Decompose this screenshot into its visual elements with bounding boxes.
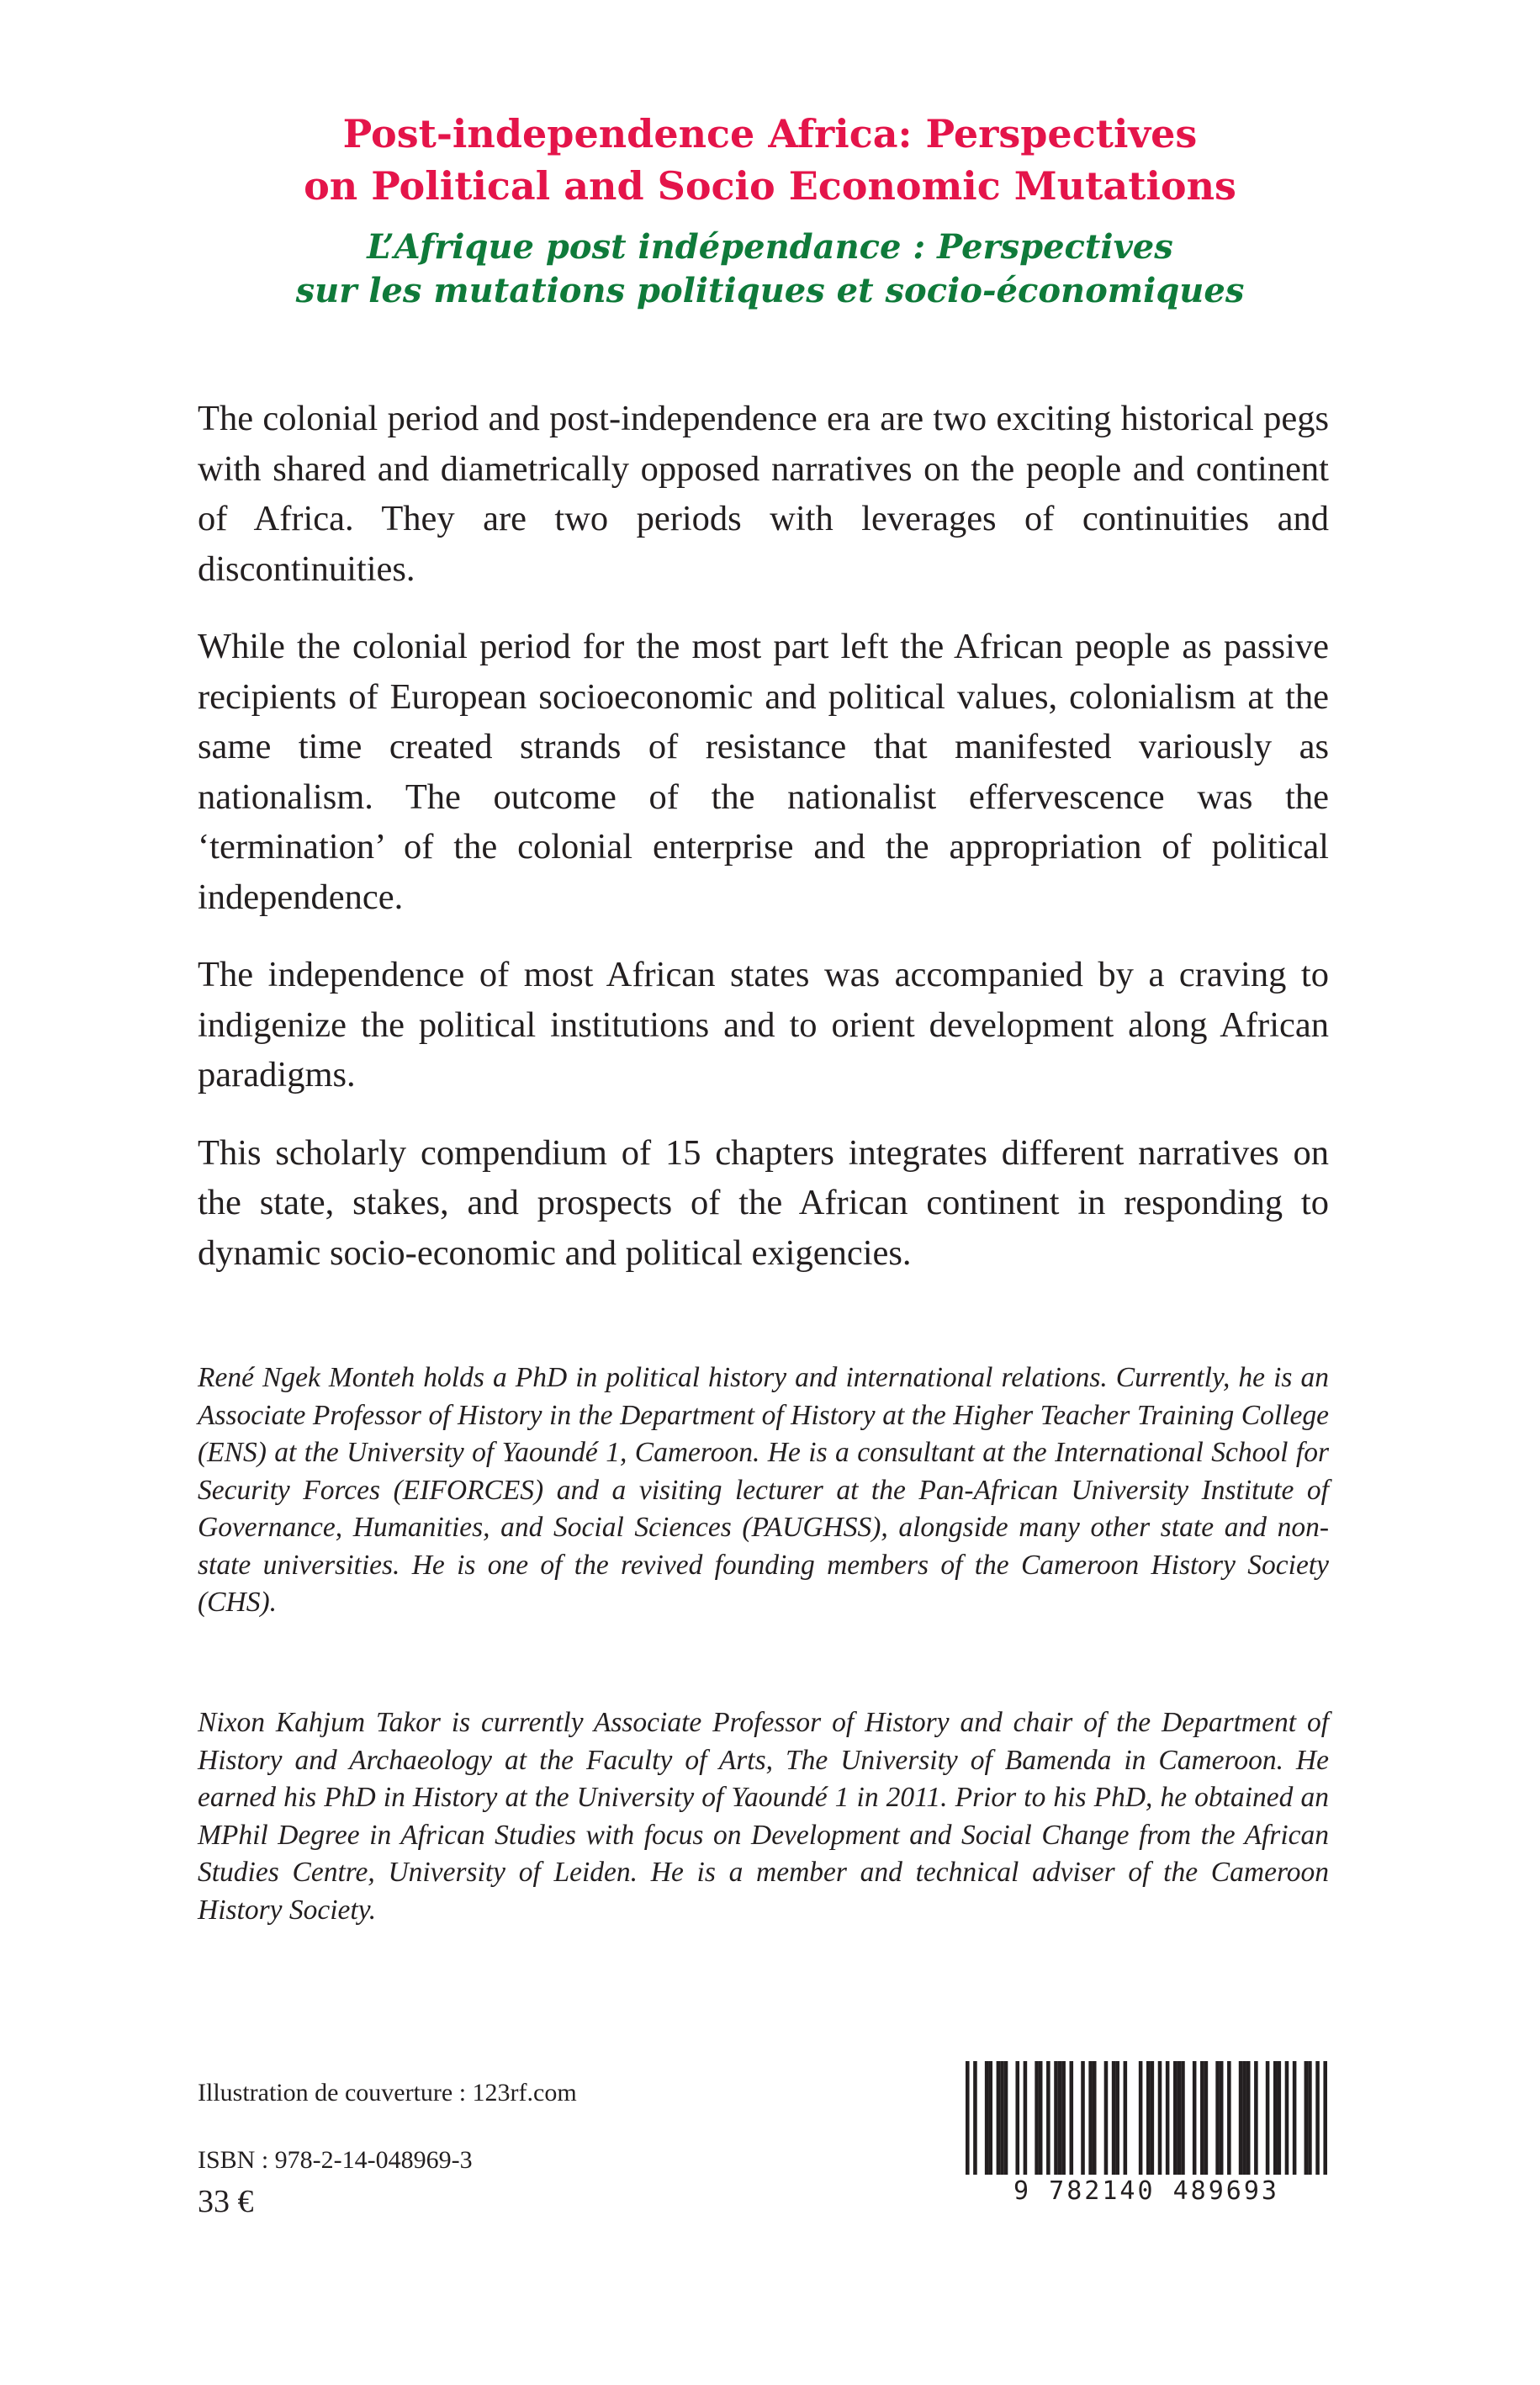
cover-illustration-credit: Illustration de couverture : 123rf.com	[198, 2079, 577, 2107]
barcode-bar	[1124, 2061, 1128, 2187]
barcode-bar	[1151, 2061, 1155, 2187]
barcode-bar	[1273, 2061, 1278, 2187]
barcode-bar	[1239, 2061, 1243, 2187]
barcode-bar	[1293, 2061, 1297, 2187]
barcode-bar	[997, 2061, 1001, 2187]
barcode-bar	[1093, 2061, 1097, 2187]
description	[198, 394, 1329, 1306]
barcode-bar	[1181, 2061, 1185, 2187]
barcode-bar	[1115, 2061, 1119, 2187]
description-paragraph: The independence of most African states was accompanied by a craving to indigenize the political institutions and to orient development along African paradigms.	[198, 955, 1329, 1094]
author-bio-takor: Nixon Kahjum Takor is currently Associate Professor of History and chair of the Department of History and Archaeology at the Faculty of Arts, The University of Bamenda in Cameroon. He earned his PhD in History at the University of Yaoundé 1 in 2011. Prior to his PhD, he obtained an MPhil Degree in African Studies with focus on Development and Social Change from the African Studies Centre, University of Leiden. He is a member and technical adviser of the Cameroon History Society.	[198, 1707, 1329, 1926]
barcode-bar	[1204, 2061, 1209, 2187]
barcode-bar	[1193, 2061, 1197, 2187]
barcode-bar	[1015, 2061, 1019, 2187]
price: 33 €	[198, 2184, 254, 2219]
description-paragraph: While the colonial period for the most part left the African people as passive recipients of European socioeconomic and political values, colonialism at the same time created strands of resistance that manifested variously as nationalism. The outcome of the nationalist effervescence was the ‘termination’ of the colonial enterprise and the appropriation of political independence.	[198, 627, 1329, 917]
barcode-bar	[1024, 2061, 1028, 2187]
barcode-bar	[1166, 2061, 1170, 2187]
isbn: ISBN : 978-2-14-048969-3	[198, 2146, 473, 2174]
barcode-bar	[1104, 2061, 1109, 2187]
title-french-line-2: sur les mutations politiques et socio-économiques	[295, 271, 1245, 310]
barcode-bar	[1315, 2061, 1320, 2187]
barcode-bar	[1305, 2061, 1309, 2187]
barcode-bar	[1242, 2061, 1246, 2187]
barcode-bar	[985, 2061, 989, 2187]
barcode-bar	[1035, 2061, 1039, 2187]
title-block	[84, 108, 1456, 313]
barcode-bar	[1227, 2061, 1231, 2187]
title-french-line-1: L’Afrique post indépendance : Perspectives	[367, 227, 1173, 267]
barcode-bar	[1323, 2061, 1327, 2187]
barcode-bar	[1088, 2061, 1093, 2187]
description-paragraph: The colonial period and post-independence era are two exciting historical pegs with shared and diametrically opposed narratives on the people and continent of Africa. They are two periods with leverages of continuities and discontinuities.	[198, 399, 1329, 589]
barcode-bar	[1254, 2061, 1258, 2187]
barcode-bar	[1000, 2061, 1004, 2187]
barcode-bar	[1173, 2061, 1177, 2187]
title-english	[84, 108, 1456, 212]
barcode-bar	[1081, 2061, 1085, 2187]
barcode-bar	[1004, 2061, 1008, 2187]
barcode-bar	[1139, 2061, 1143, 2187]
author-bio-monteh: René Ngek Monteh holds a PhD in political history and international relations. Currently, he is an Associate Professor of History in the Department of History at the Higher Teacher Training College (ENS) at the University of Yaoundé 1, Cameroon. He is a consultant at the International School for Security Forces (EIFORCES) and a visiting lecturer at the Pan-African University Institute of Governance, Humanities, and Social Sciences (PAUGHSS), alongside many other state and non-state universities. He is one of the revived founding members of the Cameroon History Society (CHS).	[198, 1362, 1329, 1618]
barcode-bar	[1146, 2061, 1151, 2187]
barcode-bar	[1308, 2061, 1312, 2187]
barcode-bar	[1278, 2061, 1282, 2187]
title-french	[84, 225, 1456, 313]
barcode-bar	[1246, 2061, 1251, 2187]
barcode-bar	[1177, 2061, 1182, 2187]
barcode-bar	[1046, 2061, 1050, 2187]
barcode-bar	[1112, 2061, 1116, 2187]
barcode-bar	[1220, 2061, 1224, 2187]
barcode-bar	[1039, 2061, 1043, 2187]
barcode-bar	[966, 2061, 970, 2187]
barcode-bar	[1058, 2061, 1062, 2187]
barcode-bar	[1215, 2061, 1220, 2187]
barcode-bar	[1158, 2061, 1162, 2187]
barcode-bar	[1070, 2061, 1074, 2187]
title-english-line-2: on Political and Socio Economic Mutations	[304, 163, 1236, 209]
title-english-line-1: Post-independence Africa: Perspectives	[342, 111, 1198, 156]
barcode-bar	[1054, 2061, 1058, 2187]
description-paragraph: This scholarly compendium of 15 chapters integrates different narratives on the state, stakes, and prospects of the African continent in responding to dynamic socio-economic and political exigencies.	[198, 1132, 1329, 1273]
barcode-number: 9 782140 489693	[966, 2175, 1327, 2208]
barcode-bar	[988, 2061, 992, 2187]
barcode-bar	[1200, 2061, 1204, 2187]
barcode-bar	[973, 2061, 977, 2187]
barcode-bar	[1266, 2061, 1270, 2187]
barcode-bar	[1061, 2061, 1066, 2187]
barcode-bar	[1285, 2061, 1289, 2187]
